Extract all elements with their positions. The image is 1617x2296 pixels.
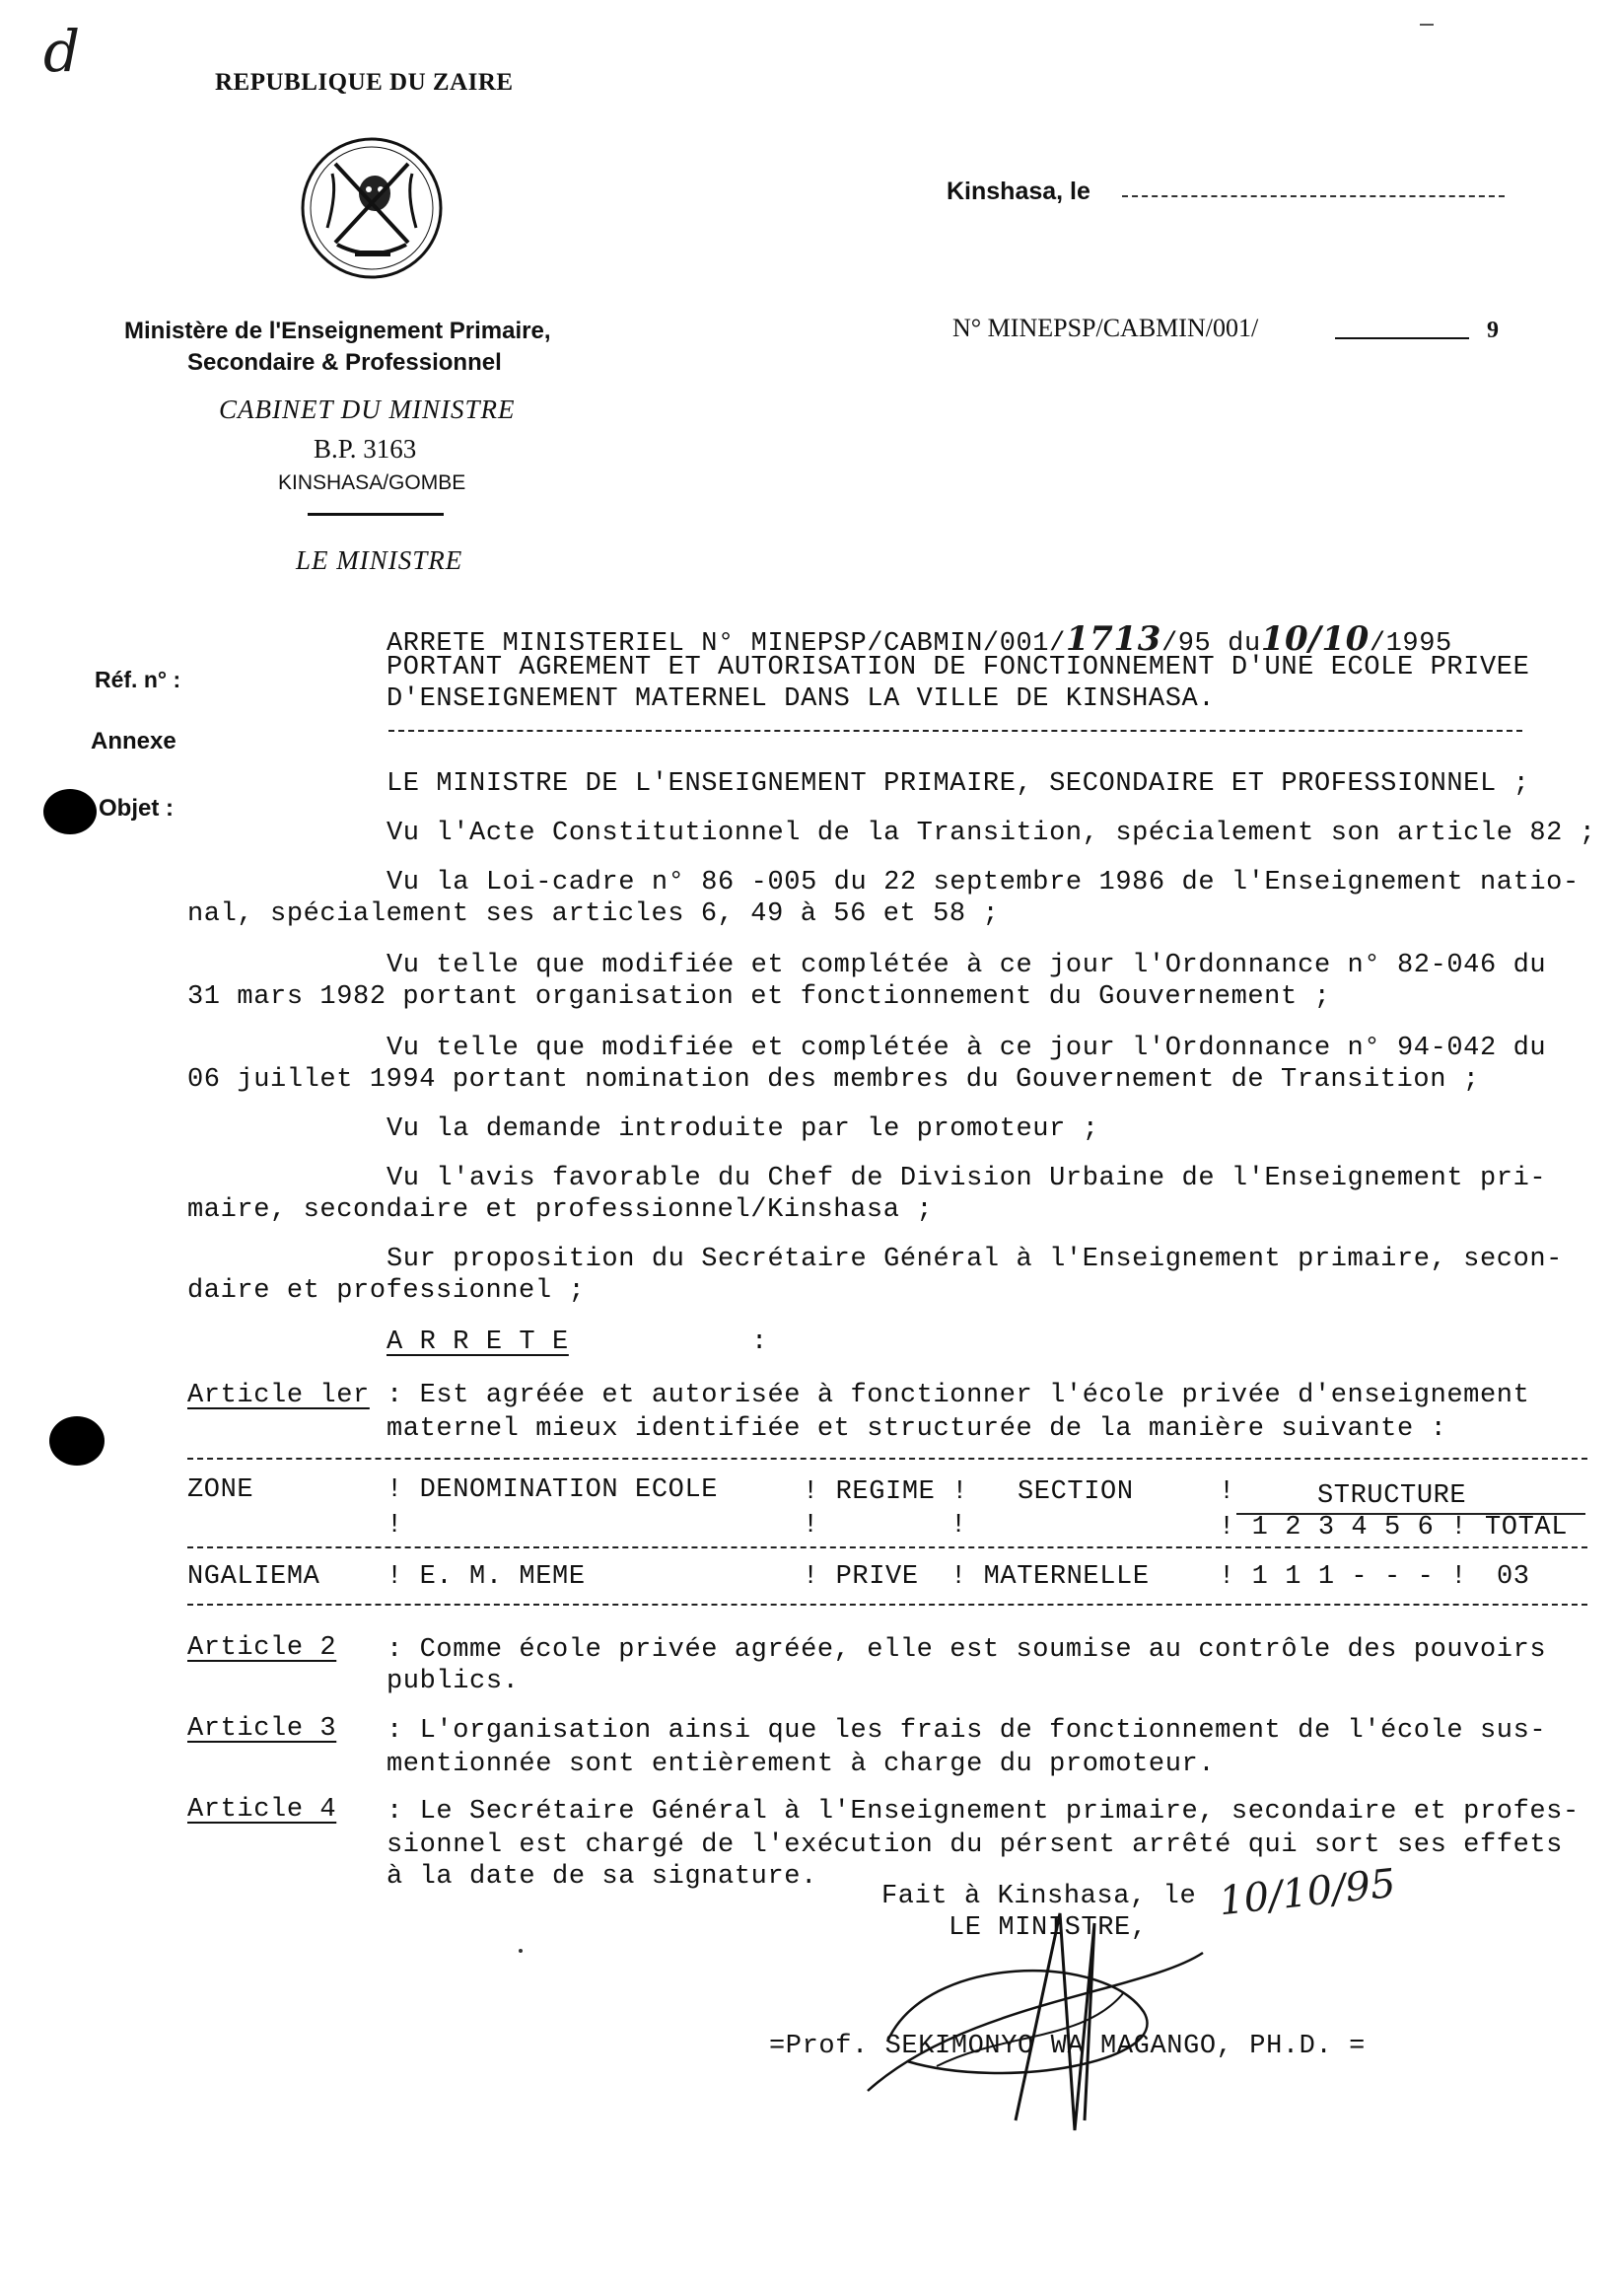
table-cell-structure: ! 1 1 1 - - - !	[1219, 1562, 1468, 1592]
objet-label: Objet :	[99, 795, 174, 822]
table-header-section: SECTION	[1018, 1477, 1134, 1507]
title-line1-part-b: /95 du	[1160, 629, 1261, 659]
title-line2: PORTANT AGREMENT ET AUTORISATION DE FONCTIONNEMENT D'UNE ECOLE PRIVEE	[387, 653, 1530, 682]
margin-blot	[49, 1416, 105, 1466]
handwritten-decree-date: 10/10	[1260, 619, 1370, 659]
article-3-label: Article 3	[187, 1714, 337, 1744]
city-line: KINSHASA/GOMBE	[278, 471, 466, 494]
preamble-vu-acte: Vu l'Acte Constitutionnel de la Transition, spécialement son article 82 ;	[387, 819, 1596, 848]
reference-number: N° MINEPSP/CABMIN/001/	[952, 314, 1259, 342]
article-2-label: Article 2	[187, 1633, 337, 1663]
minister-signature-scribble	[848, 1894, 1262, 2140]
title-line1-part-c: /1995	[1369, 629, 1452, 659]
article-4-line3: à la date de sa signature.	[387, 1862, 817, 1892]
table-header-structure-bang: !	[1219, 1477, 1235, 1507]
preamble-ordonnance1-line1: Vu telle que modifiée et complétée à ce jour l'Ordonnance n° 82-046 du	[387, 951, 1547, 980]
table-header-rule	[187, 1546, 1587, 1548]
table-cell-regime: ! PRIVE	[803, 1562, 919, 1592]
table-cell-denomination: ! E. M. MEME	[387, 1562, 586, 1592]
preamble-avis-line1: Vu l'avis favorable du Chef de Division Urbaine de l'Enseignement pri-	[387, 1164, 1547, 1193]
table-header-total: TOTAL	[1485, 1513, 1569, 1543]
preamble-proposition-line1: Sur proposition du Secrétaire Général à l'Enseignement primaire, secon-	[387, 1245, 1563, 1274]
table-header-zone: ZONE	[187, 1475, 254, 1505]
fait-a-kinshasa: Fait à Kinshasa, le	[881, 1882, 1197, 1911]
table-subheader-bang2: !	[803, 1511, 819, 1541]
table-subheader-bang3: !	[950, 1511, 967, 1541]
article-4-line1: : Le Secrétaire Général à l'Enseignement primaire, secondaire et profes-	[387, 1797, 1580, 1827]
handwritten-signature-date: 10/10/95	[1217, 1860, 1398, 1925]
article-2-line1: : Comme école privée agréée, elle est soumise au contrôle des pouvoirs	[387, 1635, 1547, 1665]
preamble-ordonnance2-line2: 06 juillet 1994 portant nomination des membres du Gouvernement de Transition ;	[187, 1065, 1480, 1095]
table-cell-total: 03	[1497, 1562, 1530, 1592]
article-4-label: Article 4	[187, 1795, 337, 1825]
arrete-heading: A R R E T E	[387, 1327, 569, 1357]
preamble-proposition-line2: daire et professionnel ;	[187, 1276, 586, 1306]
title-line1-part-a: ARRETE MINISTERIEL N° MINEPSP/CABMIN/001/	[387, 629, 1066, 659]
margin-handwritten-mark: d	[43, 18, 81, 85]
annexe-label: Annexe	[91, 728, 176, 754]
stray-dot	[519, 1949, 523, 1953]
table-cell-zone: NGALIEMA	[187, 1562, 320, 1592]
article-4-line2: sionnel est chargé de l'exécution du pérsent arrêté qui sort ses effets	[387, 1830, 1563, 1860]
header-rule	[308, 513, 444, 516]
preamble-vu-loi-line2: nal, spécialement ses articles 6, 49 à 56 et 58 ;	[187, 899, 1000, 929]
table-subheader-bang1: !	[387, 1511, 403, 1541]
article-3-line1: : L'organisation ainsi que les frais de fonctionnement de l'école sus-	[387, 1716, 1547, 1746]
republic-heading: REPUBLIQUE DU ZAIRE	[215, 69, 514, 96]
arrete-colon: :	[751, 1327, 768, 1357]
title-dashed-rule	[388, 730, 1522, 732]
preamble-demande: Vu la demande introduite par le promoteur ;	[387, 1114, 1099, 1144]
le-ministre-closing: LE MINISTRE,	[949, 1913, 1148, 1943]
preamble-ordonnance2-line1: Vu telle que modifiée et complétée à ce jour l'Ordonnance n° 94-042 du	[387, 1034, 1547, 1063]
preamble-vu-loi-line1: Vu la Loi-cadre n° 86 -005 du 22 septembre 1986 de l'Enseignement natio-	[387, 868, 1580, 897]
ministry-name-line1: Ministère de l'Enseignement Primaire,	[124, 318, 551, 344]
place-date: Kinshasa, le	[947, 178, 1090, 205]
ministry-name-line2: Secondaire & Professionnel	[187, 349, 502, 376]
minister-heading: LE MINISTRE	[296, 545, 463, 575]
corner-dash-mark	[1420, 24, 1434, 26]
article-1-label: Article ler	[187, 1381, 370, 1410]
table-header-structure-years: ! 1 2 3 4 5 6 !	[1219, 1513, 1468, 1543]
postal-box: B.P. 3163	[314, 434, 417, 464]
table-header-structure: STRUCTURE	[1317, 1481, 1467, 1511]
article-3-line2: mentionnée sont entièrement à charge du promoteur.	[387, 1750, 1216, 1779]
objet-blot	[43, 789, 97, 834]
preamble-minister-line: LE MINISTRE DE L'ENSEIGNEMENT PRIMAIRE, SECONDAIRE ET PROFESSIONNEL ;	[387, 769, 1530, 799]
date-dotted-line	[1122, 195, 1505, 197]
reference-number-blank	[1335, 337, 1469, 339]
preamble-ordonnance1-line2: 31 mars 1982 portant organisation et fonctionnement du Gouvernement ;	[187, 982, 1331, 1012]
preamble-avis-line2: maire, secondaire et professionnel/Kinshasa ;	[187, 1195, 934, 1225]
title-line3: D'ENSEIGNEMENT MATERNEL DANS LA VILLE DE KINSHASA.	[387, 684, 1216, 714]
reference-suffix: 9	[1487, 318, 1499, 343]
article-2-line2: publics.	[387, 1667, 520, 1696]
article-1-line2: maternel mieux identifiée et structurée de la manière suivante :	[387, 1414, 1447, 1444]
coat-of-arms-seal-icon	[298, 134, 446, 282]
signatory-name: =Prof. SEKIMONYO WA MAGANGO, PH.D. =	[769, 2032, 1366, 2061]
cabinet-heading: CABINET DU MINISTRE	[219, 395, 516, 424]
handwritten-decree-number: 1713	[1065, 619, 1161, 659]
ref-label: Réf. n° :	[95, 667, 181, 692]
article-1-line1: : Est agréée et autorisée à fonctionner l'école privée d'enseignement	[387, 1381, 1530, 1410]
table-top-rule	[187, 1458, 1587, 1460]
table-bottom-rule	[187, 1604, 1587, 1606]
table-header-denomination: ! DENOMINATION ECOLE	[387, 1475, 719, 1505]
table-cell-section: ! MATERNELLE	[950, 1562, 1150, 1592]
table-header-regime: ! REGIME !	[803, 1477, 969, 1507]
